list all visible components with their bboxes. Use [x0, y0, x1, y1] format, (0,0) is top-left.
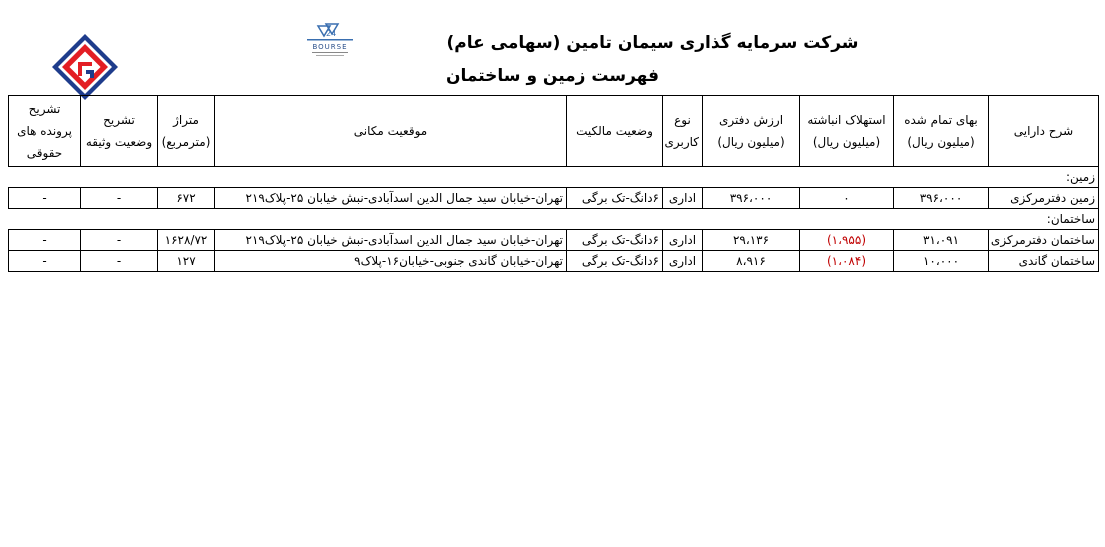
col-header-own: وضعیت مالکیت: [567, 96, 663, 167]
section-row: [9, 167, 1099, 188]
cell-pledge: -: [81, 230, 158, 251]
cell-desc: ساختمان دفترمرکزی: [989, 230, 1099, 251]
cell-desc: زمین دفترمرکزی: [989, 188, 1099, 209]
cell-cost: ۳۹۶،۰۰۰: [894, 188, 989, 209]
col-header-dep: استهلاک انباشته (میلیون ریال): [800, 96, 894, 167]
cell-legal: -: [9, 251, 81, 272]
cell-book: ۲۹،۱۳۶: [703, 230, 800, 251]
col-header-legal: تشریح پرونده های حقوقی: [9, 96, 81, 167]
cell-area: ۱۶۲۸/۷۲: [158, 230, 215, 251]
cell-area: ۱۲۷: [158, 251, 215, 272]
cell-loc: تهران-خیابان سید جمال الدین اسدآبادی-نبش خیابان ۲۵-پلاک۲۱۹: [215, 230, 567, 251]
bourse-logo-text: BOURSE: [312, 43, 348, 51]
bourse-logo-digit: 24: [326, 29, 337, 38]
cell-legal: -: [9, 188, 81, 209]
cell-cost: ۳۱،۰۹۱: [894, 230, 989, 251]
table-row: [9, 230, 1099, 251]
cell-desc: ساختمان گاندی: [989, 251, 1099, 272]
section-title-land: زمین:: [9, 167, 1099, 188]
cell-use: اداری: [663, 188, 703, 209]
cell-own: ۶دانگ-تک برگی: [567, 230, 663, 251]
col-header-loc: موقعیت مکانی: [215, 96, 567, 167]
cell-use: اداری: [663, 251, 703, 272]
cell-dep: ۰: [800, 188, 894, 209]
cell-book: ۸،۹۱۶: [703, 251, 800, 272]
table-row: [9, 188, 1099, 209]
table-header-row: [9, 96, 1099, 167]
page-title: فهرست زمین و ساختمان: [445, 66, 660, 86]
cell-legal: -: [9, 230, 81, 251]
assets-table: [8, 95, 1099, 272]
company-title: شرکت سرمایه گذاری سیمان تامین (سهامی عام): [446, 33, 859, 53]
cell-cost: ۱۰،۰۰۰: [894, 251, 989, 272]
col-header-desc: شرح دارایی: [989, 96, 1099, 167]
cell-book: ۳۹۶،۰۰۰: [703, 188, 800, 209]
col-header-cost: بهای تمام شده (میلیون ریال): [894, 96, 989, 167]
cell-loc: تهران-خیابان گاندی جنوبی-خیابان۱۶-پلاک۹: [215, 251, 567, 272]
cell-area: ۶۷۲: [158, 188, 215, 209]
cell-dep: (۱،۰۸۴): [800, 251, 894, 272]
cell-pledge: -: [81, 251, 158, 272]
col-header-use: نوع کاربری: [663, 96, 703, 167]
col-header-area: متراژ (مترمربع): [158, 96, 215, 167]
section-title-building: ساختمان:: [9, 209, 1099, 230]
col-header-book: ارزش دفتری (میلیون ریال): [703, 96, 800, 167]
col-header-pledge: تشریح وضعیت وثیقه: [81, 96, 158, 167]
cell-own: ۶دانگ-تک برگی: [567, 188, 663, 209]
section-row: [9, 209, 1099, 230]
cell-dep: (۱،۹۵۵): [800, 230, 894, 251]
cell-loc: تهران-خیابان سید جمال الدین اسدآبادی-نبش خیابان ۲۵-پلاک۲۱۹: [215, 188, 567, 209]
cell-pledge: -: [81, 188, 158, 209]
cell-own: ۶دانگ-تک برگی: [567, 251, 663, 272]
cell-use: اداری: [663, 230, 703, 251]
table-row: [9, 251, 1099, 272]
